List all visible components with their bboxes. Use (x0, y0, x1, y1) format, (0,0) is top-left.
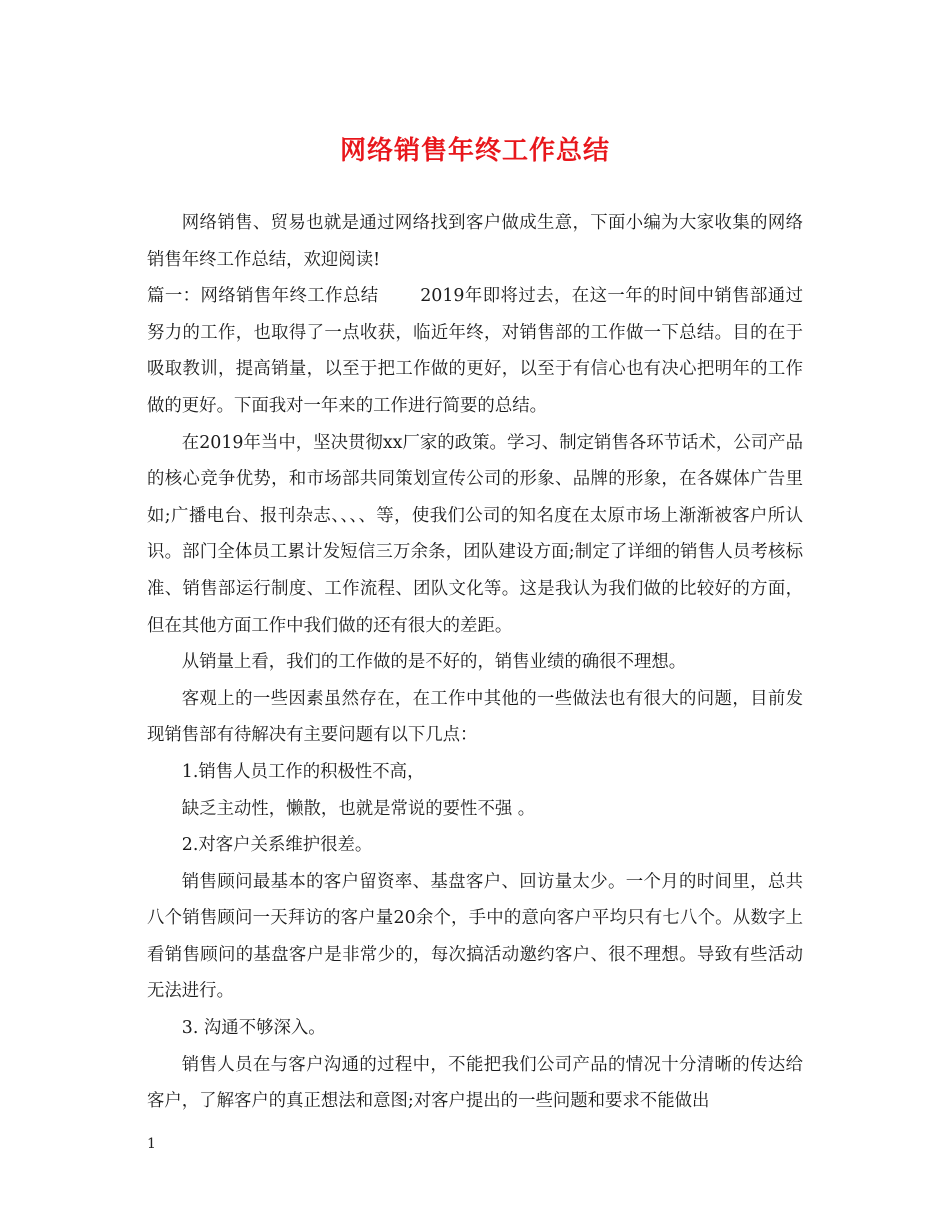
document-body (147, 205, 803, 1120)
paragraph: 从销量上看，我们的工作做的是不好的，销售业绩的确很不理想。 (181, 652, 687, 673)
paragraph: 缺乏主动性，懒散，也就是常说的要性不强 。 (181, 798, 536, 819)
paragraph: 销售人员在与客户沟通的过程中，不能把我们公司产品的情况十分清晰的传达给客户，了解客户的真正想法和意图;对客户提出的一些问题和要求不能做出 (147, 1054, 803, 1112)
list-item: 3. 沟通不够深入。 (181, 1018, 326, 1039)
paragraph: 篇一：网络销售年终工作总结 2019年即将过去，在这一年的时间中销售部通过努力的工作，也取得了一点收获，临近年终，对销售部的工作做一下总结。目的在于吸取教训，提高销量，以至于把工作做的更好，以至于有信心也有决心把明年的工作做的更好。下面我对一年来的工作进行简要的总结。 (147, 286, 803, 416)
paragraph: 在2019年当中，坚决贯彻xx厂家的政策。学习、制定销售各环节话术，公司产品的核心竞争优势，和市场部共同策划宣传公司的形象、品牌的形象，在各媒体广告里如;广播电台、报刊杂志、、、、等，使我们公司的知名度在太原市场上渐渐被客户所认识。部门全体员工累计发短信三万余条，团队建设方面;制定了详细的销售人员考核标准、销售部运行制度、工作流程、团队文化等。这是我认为我们做的比较好的方面，但在其他方面工作中我们做的还有很大的差距。 (147, 432, 803, 636)
paragraph: 销售顾问最基本的客户留资率、基盘客户、回访量太少。一个月的时间里，总共八个销售顾问一天拜访的客户量20余个，手中的意向客户平均只有七八个。从数字上看销售顾问的基盘客户是非常少的，每次搞活动邀约客户、很不理想。导致有些活动无法进行。 (147, 871, 803, 1002)
document-title: 网络销售年终工作总结 (339, 136, 610, 166)
list-item: 1.销售人员工作的积极性不高， (181, 761, 425, 782)
paragraph: 网络销售、贸易也就是通过网络找到客户做成生意，下面小编为大家收集的网络销售年终工作总结，欢迎阅读! (147, 213, 803, 270)
list-item: 2.对客户关系维护很差。 (181, 835, 373, 856)
page-number: 1 (147, 1136, 156, 1152)
paragraph: 客观上的一些因素虽然存在，在工作中其他的一些做法也有很大的问题，目前发现销售部有待解决有主要问题有以下几点： (147, 688, 803, 746)
